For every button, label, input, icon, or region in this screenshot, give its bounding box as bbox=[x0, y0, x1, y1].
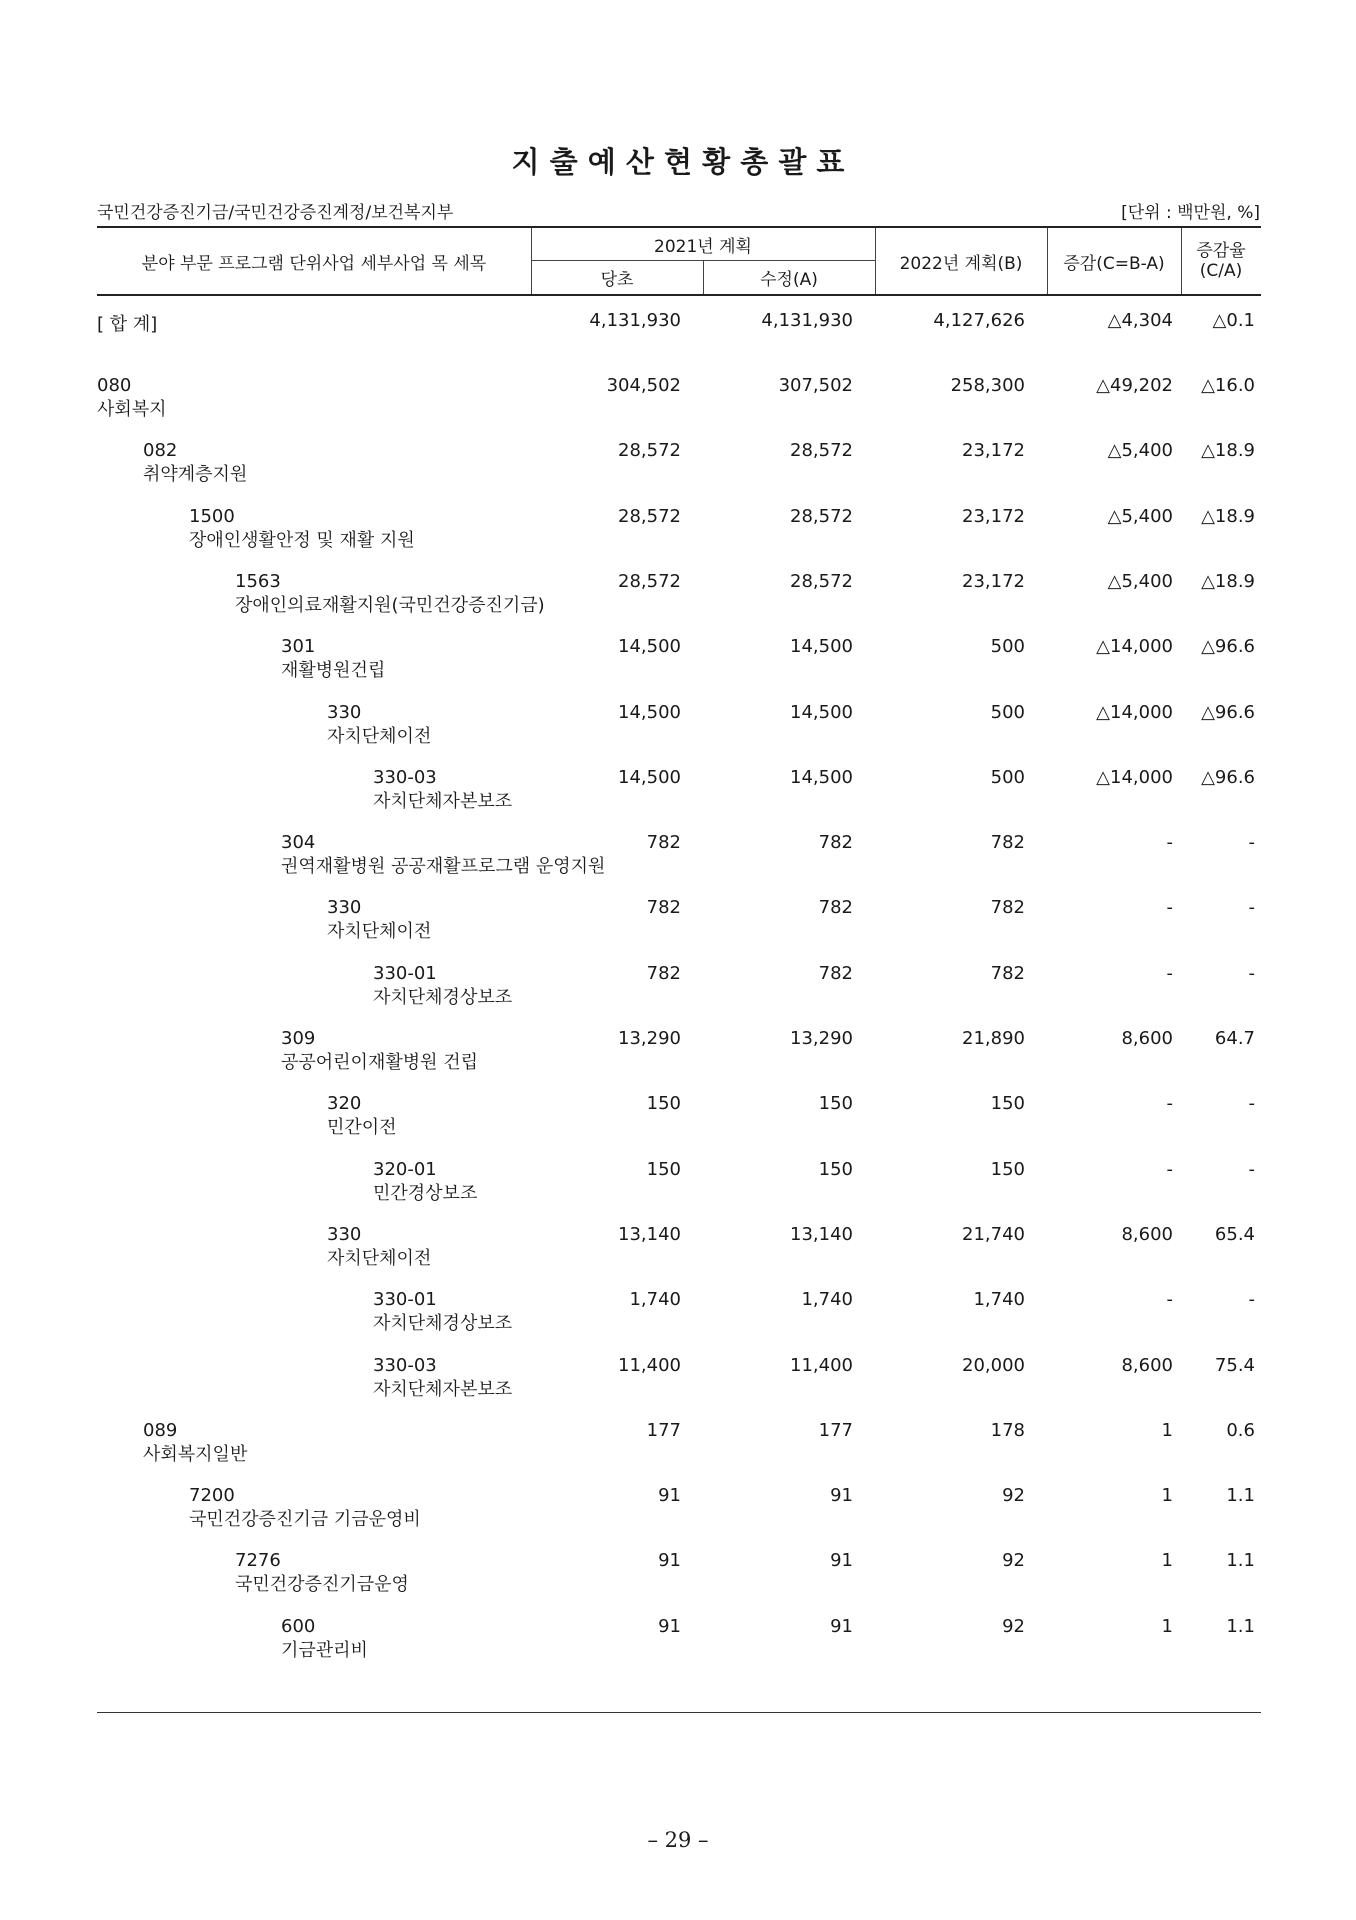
row-revised: 782 bbox=[818, 962, 853, 984]
row-rate: △18.9 bbox=[1201, 505, 1255, 527]
row-code: 320-01 bbox=[373, 1158, 437, 1180]
row-plan2022: 23,172 bbox=[962, 440, 1025, 462]
row-code: 330-01 bbox=[373, 962, 437, 984]
page-title: 지 출 예 산 현 황 총 괄 표 bbox=[511, 145, 845, 179]
row-change: 1 bbox=[1161, 1615, 1173, 1637]
total-initial: 4,131,930 bbox=[589, 310, 681, 331]
header-change: 증감(C=B-A) bbox=[1063, 253, 1165, 274]
row-code: 330 bbox=[327, 701, 362, 723]
row-change: - bbox=[1166, 1093, 1173, 1115]
row-name: 민간경상보조 bbox=[373, 1182, 478, 1204]
header-classification: 분야 부문 프로그램 단위사업 세부사업 목 세목 bbox=[141, 253, 487, 274]
row-code: 330-03 bbox=[373, 1354, 437, 1376]
row-plan2022: 178 bbox=[990, 1419, 1025, 1441]
total-plan2022: 4,127,626 bbox=[933, 310, 1025, 331]
row-change: △5,400 bbox=[1107, 570, 1173, 592]
row-plan2022: 500 bbox=[990, 701, 1025, 723]
row-rate: - bbox=[1248, 962, 1255, 984]
row-initial: 782 bbox=[646, 962, 681, 984]
row-rate: - bbox=[1248, 1289, 1255, 1311]
row-code: 1563 bbox=[235, 570, 281, 592]
row-name: 자치단체자본보조 bbox=[373, 1378, 513, 1400]
row-plan2022: 500 bbox=[990, 766, 1025, 788]
row-name: 국민건강증진기금 기금운영비 bbox=[189, 1509, 421, 1531]
header-2021-plan: 2021년 계획 bbox=[654, 236, 752, 257]
row-name: 국민건강증진기금운영 bbox=[235, 1574, 409, 1596]
row-rate: 75.4 bbox=[1214, 1354, 1255, 1376]
row-initial: 13,290 bbox=[618, 1028, 681, 1049]
row-change: - bbox=[1166, 897, 1173, 919]
row-revised: 782 bbox=[818, 832, 853, 854]
header-revised: 수정(A) bbox=[760, 270, 818, 290]
row-code: 7200 bbox=[189, 1485, 235, 1507]
row-name: 재활병원건립 bbox=[281, 660, 386, 682]
row-initial: 28,572 bbox=[618, 440, 681, 462]
row-name: 자치단체이전 bbox=[327, 725, 432, 747]
page-number: – 29 – bbox=[647, 1828, 709, 1852]
row-name: 자치단체이전 bbox=[327, 921, 432, 943]
row-code: 330-03 bbox=[373, 766, 437, 788]
header-initial: 당초 bbox=[600, 270, 634, 290]
row-change: △5,400 bbox=[1107, 440, 1173, 462]
row-rate: 1.1 bbox=[1226, 1550, 1255, 1572]
row-initial: 91 bbox=[658, 1615, 681, 1637]
row-revised: 28,572 bbox=[790, 570, 853, 592]
row-revised: 782 bbox=[818, 897, 853, 919]
row-change: 1 bbox=[1161, 1485, 1173, 1507]
row-plan2022: 20,000 bbox=[962, 1354, 1025, 1376]
row-change: 1 bbox=[1161, 1550, 1173, 1572]
row-revised: 14,500 bbox=[790, 766, 853, 788]
row-plan2022: 782 bbox=[990, 897, 1025, 919]
header-rate-line2: (C/A) bbox=[1199, 261, 1243, 281]
row-initial: 304,502 bbox=[606, 375, 681, 396]
row-initial: 91 bbox=[658, 1550, 681, 1572]
total-change: △4,304 bbox=[1107, 310, 1173, 331]
row-change: △5,400 bbox=[1107, 505, 1173, 527]
row-rate: △96.6 bbox=[1201, 766, 1255, 788]
row-initial: 14,500 bbox=[618, 701, 681, 723]
total-label: [ 합 계] bbox=[97, 314, 158, 335]
row-name: 사회복지 bbox=[97, 399, 167, 420]
row-plan2022: 258,300 bbox=[950, 375, 1025, 396]
row-code: 082 bbox=[143, 440, 178, 462]
row-rate: 1.1 bbox=[1226, 1615, 1255, 1637]
row-code: 330 bbox=[327, 897, 362, 919]
row-change: △49,202 bbox=[1096, 375, 1173, 396]
row-name: 권역재활병원 공공재활프로그램 운영지원 bbox=[281, 856, 606, 878]
row-initial: 28,572 bbox=[618, 570, 681, 592]
row-change: - bbox=[1166, 962, 1173, 984]
row-plan2022: 92 bbox=[1002, 1485, 1025, 1507]
row-code: 320 bbox=[327, 1093, 362, 1115]
header-rate-line1: 증감율 bbox=[1196, 241, 1246, 261]
row-name: 공공어린이재활병원 건립 bbox=[281, 1052, 478, 1073]
row-rate: △96.6 bbox=[1201, 636, 1255, 658]
row-name: 자치단체경상보조 bbox=[373, 986, 513, 1008]
row-revised: 177 bbox=[818, 1419, 853, 1441]
row-name: 사회복지일반 bbox=[143, 1443, 248, 1465]
row-code: 301 bbox=[281, 636, 316, 658]
row-rate: - bbox=[1248, 897, 1255, 919]
row-rate: - bbox=[1248, 832, 1255, 854]
row-change: △14,000 bbox=[1096, 766, 1173, 788]
row-change: 8,600 bbox=[1121, 1354, 1173, 1376]
row-rate: △18.9 bbox=[1201, 440, 1255, 462]
row-initial: 782 bbox=[646, 832, 681, 854]
row-rate: △96.6 bbox=[1201, 701, 1255, 723]
unit-label: [단위 : 백만원, %] bbox=[1121, 203, 1260, 223]
row-initial: 14,500 bbox=[618, 766, 681, 788]
row-initial: 91 bbox=[658, 1485, 681, 1507]
row-plan2022: 23,172 bbox=[962, 505, 1025, 527]
row-name: 자치단체경상보조 bbox=[373, 1313, 513, 1335]
row-code: 089 bbox=[143, 1419, 178, 1441]
row-plan2022: 23,172 bbox=[962, 570, 1025, 592]
row-revised: 14,500 bbox=[790, 701, 853, 723]
row-code: 080 bbox=[97, 375, 132, 396]
row-change: - bbox=[1166, 1158, 1173, 1180]
row-revised: 13,290 bbox=[790, 1028, 853, 1049]
row-change: △14,000 bbox=[1096, 636, 1173, 658]
row-revised: 150 bbox=[818, 1093, 853, 1115]
row-plan2022: 21,890 bbox=[962, 1028, 1025, 1049]
header-2022-plan: 2022년 계획(B) bbox=[899, 253, 1023, 274]
row-change: 8,600 bbox=[1121, 1028, 1173, 1049]
row-plan2022: 500 bbox=[990, 636, 1025, 658]
total-revised: 4,131,930 bbox=[761, 310, 853, 331]
row-change: - bbox=[1166, 832, 1173, 854]
row-rate: 0.6 bbox=[1226, 1419, 1255, 1441]
row-rate: 64.7 bbox=[1214, 1028, 1255, 1049]
row-code: 330 bbox=[327, 1223, 362, 1245]
row-plan2022: 782 bbox=[990, 832, 1025, 854]
row-initial: 782 bbox=[646, 897, 681, 919]
organization-path: 국민건강증진기금/국민건강증진계정/보건복지부 bbox=[97, 203, 454, 223]
row-plan2022: 1,740 bbox=[973, 1289, 1025, 1311]
table-bottom-border bbox=[97, 1712, 1261, 1713]
row-initial: 28,572 bbox=[618, 505, 681, 527]
row-name: 취약계층지원 bbox=[143, 464, 248, 486]
row-revised: 307,502 bbox=[778, 375, 853, 396]
row-name: 기금관리비 bbox=[281, 1639, 368, 1661]
row-code: 309 bbox=[281, 1028, 316, 1049]
row-code: 1500 bbox=[189, 505, 235, 527]
row-plan2022: 150 bbox=[990, 1158, 1025, 1180]
row-initial: 14,500 bbox=[618, 636, 681, 658]
row-name: 자치단체자본보조 bbox=[373, 790, 513, 812]
row-revised: 11,400 bbox=[790, 1354, 853, 1376]
row-name: 장애인생활안정 및 재활 지원 bbox=[189, 529, 415, 551]
row-code: 600 bbox=[281, 1615, 316, 1637]
table-header bbox=[97, 226, 1261, 296]
row-revised: 28,572 bbox=[790, 505, 853, 527]
row-initial: 150 bbox=[646, 1158, 681, 1180]
row-revised: 91 bbox=[830, 1615, 853, 1637]
row-change: 1 bbox=[1161, 1419, 1173, 1441]
row-code: 330-01 bbox=[373, 1289, 437, 1311]
row-rate: △16.0 bbox=[1201, 375, 1255, 396]
row-change: - bbox=[1166, 1289, 1173, 1311]
total-rate: △0.1 bbox=[1212, 310, 1255, 331]
row-rate: 1.1 bbox=[1226, 1485, 1255, 1507]
row-initial: 11,400 bbox=[618, 1354, 681, 1376]
row-revised: 1,740 bbox=[801, 1289, 853, 1311]
row-revised: 28,572 bbox=[790, 440, 853, 462]
row-plan2022: 92 bbox=[1002, 1615, 1025, 1637]
row-name: 장애인의료재활지원(국민건강증진기금) bbox=[235, 594, 545, 616]
row-initial: 1,740 bbox=[629, 1289, 681, 1311]
row-plan2022: 782 bbox=[990, 962, 1025, 984]
row-rate: △18.9 bbox=[1201, 570, 1255, 592]
row-plan2022: 21,740 bbox=[962, 1223, 1025, 1245]
row-name: 민간이전 bbox=[327, 1117, 397, 1139]
row-revised: 91 bbox=[830, 1485, 853, 1507]
row-change: △14,000 bbox=[1096, 701, 1173, 723]
row-rate: 65.4 bbox=[1214, 1223, 1255, 1245]
row-plan2022: 150 bbox=[990, 1093, 1025, 1115]
row-revised: 13,140 bbox=[790, 1223, 853, 1245]
row-rate: - bbox=[1248, 1158, 1255, 1180]
row-change: 8,600 bbox=[1121, 1223, 1173, 1245]
row-rate: - bbox=[1248, 1093, 1255, 1115]
row-revised: 150 bbox=[818, 1158, 853, 1180]
row-code: 304 bbox=[281, 832, 316, 854]
row-initial: 150 bbox=[646, 1093, 681, 1115]
row-revised: 91 bbox=[830, 1550, 853, 1572]
row-name: 자치단체이전 bbox=[327, 1247, 432, 1269]
row-initial: 13,140 bbox=[618, 1223, 681, 1245]
row-revised: 14,500 bbox=[790, 636, 853, 658]
row-initial: 177 bbox=[646, 1419, 681, 1441]
row-plan2022: 92 bbox=[1002, 1550, 1025, 1572]
header-rate bbox=[1181, 234, 1261, 288]
row-code: 7276 bbox=[235, 1550, 281, 1572]
